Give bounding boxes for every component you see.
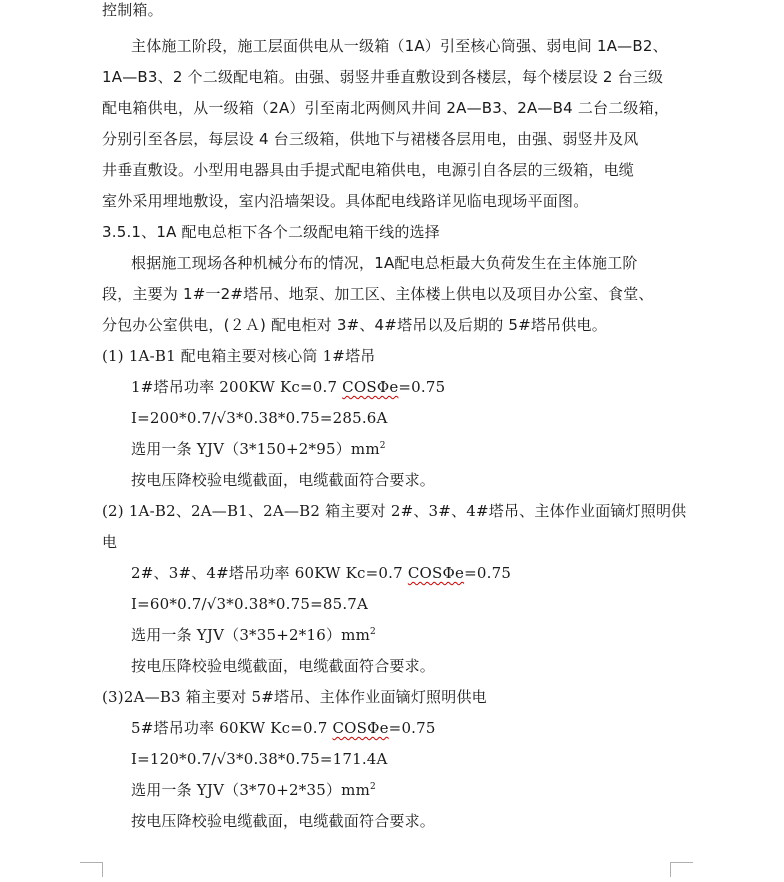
p1-line-2: 1A—B3、2 个二级配电箱。由强、弱竖井垂直敷设到各楼层，每个楼层设 2 台三级 — [102, 68, 664, 86]
item3-cable — [131, 780, 376, 800]
item2-power — [131, 563, 511, 583]
item1-cable — [131, 439, 386, 459]
item3-power-prefix: 5#塔吊功率 60KW Kc=0.7 — [131, 719, 333, 737]
p1-line-1: 主体施工阶段，施工层面供电从一级箱（1A）引至核心筒强、弱电间 1A—B2、 — [131, 37, 668, 55]
item2-power-prefix: 2#、3#、4#塔吊功率 60KW Kc=0.7 — [131, 564, 408, 582]
item3-check: 按电压降校验电缆截面，电缆截面符合要求。 — [131, 812, 436, 830]
item2-cos-value: =0.75 — [464, 564, 512, 582]
item1-cos: COSΦe — [342, 378, 399, 396]
crop-mark-bottom-right — [670, 862, 693, 877]
item2-cos: COSΦe — [407, 564, 465, 582]
crop-mark-bottom-left — [80, 862, 103, 877]
p2-line-3: 分包办公室供电，(２Ａ) 配电柜对 3#、4#塔吊以及后期的 5#塔吊供电。 — [102, 316, 607, 334]
item2-check: 按电压降校验电缆截面，电缆截面符合要求。 — [131, 657, 436, 675]
item2-current: I=60*0.7/√3*0.38*0.75=85.7A — [131, 595, 369, 613]
item1-title: (1) 1A-B1 配电箱主要对核心筒 1#塔吊 — [102, 347, 376, 365]
item3-cos-value: =0.75 — [388, 719, 436, 737]
item1-power — [131, 377, 445, 397]
item2-cable-sup: 2 — [370, 627, 376, 637]
item3-title: (3)2A—B3 箱主要对 5#塔吊、主体作业面镝灯照明供电 — [102, 688, 487, 706]
p2-line-2: 段，主要为 1#一2#塔吊、地泵、加工区、主体楼上供电以及项目办公室、食堂、 — [102, 285, 654, 303]
item3-cable-text: 选用一条 YJV（3*70+2*35）mm — [131, 781, 370, 799]
p1-line-3: 配电箱供电，从一级箱（2A）引至南北两侧风井间 2A—B3、2A—B4 二台二级箱， — [102, 99, 670, 117]
item3-current: I=120*0.7/√3*0.38*0.75=171.4A — [131, 750, 388, 768]
section-heading: 3.5.1、1A 配电总柜下各个二级配电箱干线的选择 — [102, 223, 440, 241]
item2-cable-text: 选用一条 YJV（3*35+2*16）mm — [131, 626, 370, 644]
item3-cable-sup: 2 — [370, 782, 376, 792]
item1-cos-value: =0.75 — [398, 378, 446, 396]
p2-line-1: 根据施工现场各种机械分布的情况，1A配电总柜最大负荷发生在主体施工阶 — [131, 254, 638, 272]
p1-line-4: 分别引至各层，每层设 4 台三级箱，供地下与裙楼各层用电，由强、弱竖井及风 — [102, 130, 639, 148]
item1-power-prefix: 1#塔吊功率 200KW Kc=0.7 — [131, 378, 343, 396]
p1-line-6: 室外采用埋地敷设，室内沿墙架设。具体配电线路详见临电现场平面图。 — [102, 192, 589, 210]
item2-title-line-1: (2) 1A-B2、2A—B1、2A—B2 箱主要对 2#、3#、4#塔吊、主体作业面镝灯照明供 — [102, 502, 687, 520]
item2-cable — [131, 625, 376, 645]
item3-power — [131, 718, 436, 738]
item1-current: I=200*0.7/√3*0.38*0.75=285.6A — [131, 409, 388, 427]
item1-cable-sup: 2 — [379, 441, 386, 451]
item3-cos: COSΦe — [332, 719, 389, 737]
item1-check: 按电压降校验电缆截面，电缆截面符合要求。 — [131, 471, 436, 489]
item2-title-line-2: 电 — [102, 533, 118, 551]
p1-line-5: 井垂直敷设。小型用电器具由手提式配电箱供电，电源引自各层的三级箱，电缆 — [102, 161, 635, 179]
item1-cable-text: 选用一条 YJV（3*150+2*95）mm — [131, 440, 380, 458]
paragraph-tail: 控制箱。 — [102, 1, 163, 19]
